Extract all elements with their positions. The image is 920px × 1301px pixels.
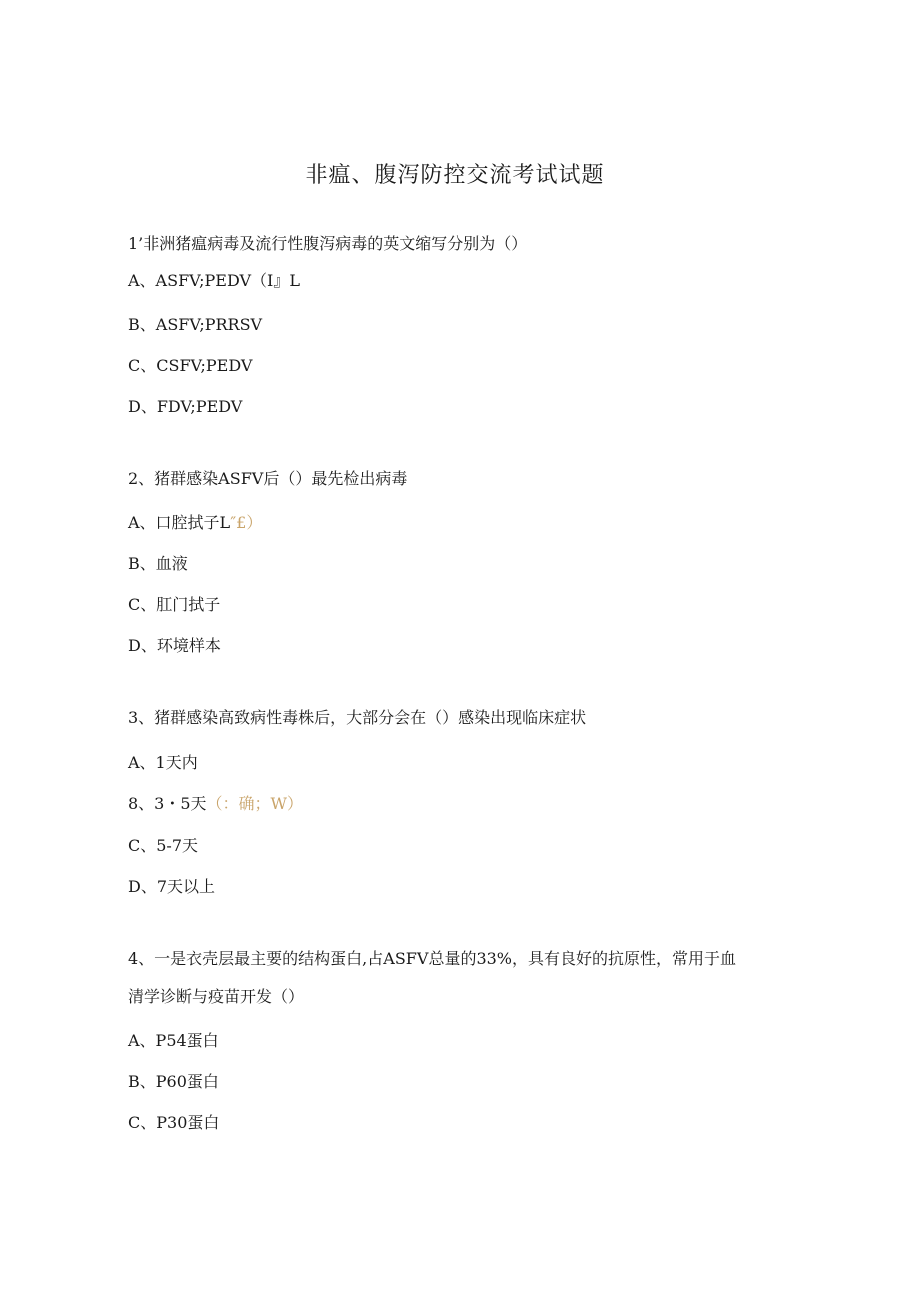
option-text: D、7天以上 — [128, 877, 216, 896]
question-4-option-c — [128, 1113, 219, 1133]
question-3-option-b — [128, 794, 303, 814]
option-text: B、ASFV;PRRSV — [128, 315, 263, 334]
option-text: D、环境样本 — [128, 636, 221, 655]
option-text: A、口腔拭子L — [128, 513, 231, 532]
question-1-option-d — [128, 397, 242, 417]
option-text: A、P54蛋白 — [128, 1031, 219, 1050]
option-text: A、1天内 — [128, 753, 198, 772]
question-3-stem: 3、猪群感染高致病性毒株后，大部分会在（）感染出现临床症状 — [128, 708, 587, 727]
question-2-option-c — [128, 595, 220, 615]
option-text: A、ASFV;PEDV（I』L — [128, 271, 301, 290]
question-3-option-d — [128, 877, 215, 897]
question-1-option-a — [128, 271, 300, 291]
option-text: B、P60蛋白 — [128, 1072, 219, 1091]
option-text: C、5-7天 — [128, 836, 199, 855]
question-1-option-c — [128, 356, 252, 376]
question-2-option-a — [128, 513, 262, 533]
question-4-option-a — [128, 1031, 219, 1051]
question-3-option-a — [128, 753, 198, 773]
option-text: C、CSFV;PEDV — [128, 356, 253, 375]
option-annotation: （：确；W） — [206, 794, 303, 813]
question-4-stem-line-2: 清学诊断与疫苗开发（） — [128, 987, 305, 1006]
question-2-option-b — [128, 554, 188, 574]
page-title: 非瘟、腹泻防控交流考试试题 — [305, 163, 605, 188]
question-2-option-d — [128, 636, 221, 656]
question-2-stem: 2、猪群感染ASFV后（）最先检出病毒 — [128, 469, 408, 488]
option-text: C、P30蛋白 — [128, 1113, 220, 1132]
question-1-stem: 1’非洲猪瘟病毒及流行性腹泻病毒的英文缩写分别为（） — [128, 234, 528, 253]
option-text: C、肛门拭子 — [128, 595, 221, 614]
option-annotation: ″£） — [230, 513, 263, 532]
question-3-option-c — [128, 836, 198, 856]
option-text: D、FDV;PEDV — [128, 397, 243, 416]
option-text: 8、3・5天 — [128, 794, 207, 813]
question-1-option-b — [128, 315, 262, 335]
option-text: B、血液 — [128, 554, 188, 573]
question-4-option-b — [128, 1072, 219, 1092]
question-4-stem-line-1: 4、一是衣壳层最主要的结构蛋白,占ASFV总量的33%，具有良好的抗原性，常用于血 — [128, 949, 737, 968]
